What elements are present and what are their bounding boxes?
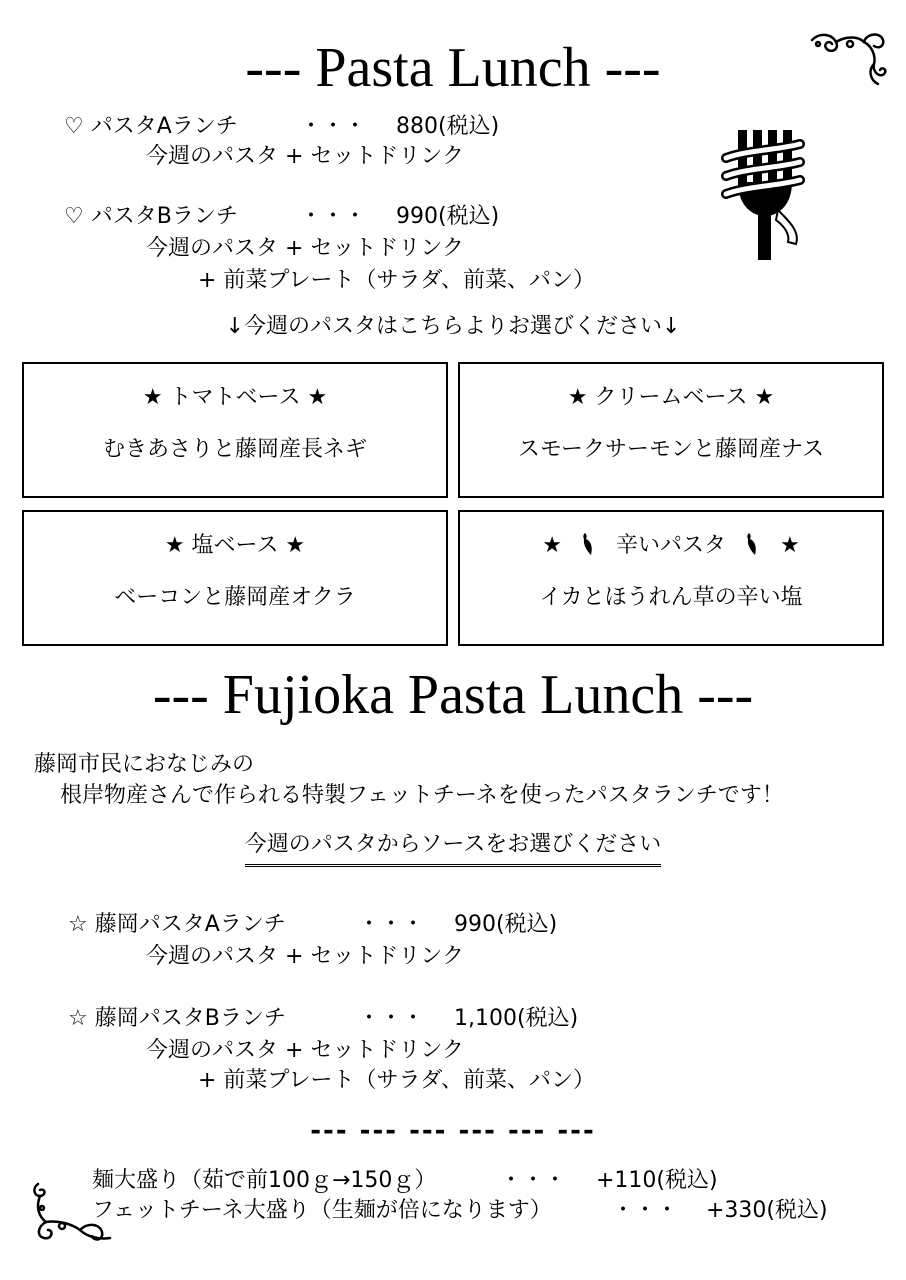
option-large-fettuccine-price: +330(税込) xyxy=(706,1198,828,1223)
sauce-note-wrap xyxy=(0,832,906,867)
menu-a-desc: 今週のパスタ + セットドリンク xyxy=(146,144,464,169)
fujioka-menu-a-desc: 今週のパスタ + セットドリンク xyxy=(146,944,464,969)
tomato-base-box xyxy=(22,362,448,498)
star-outline-icon: ☆ xyxy=(68,1006,88,1031)
menu-b-dots: ・・・ xyxy=(300,204,367,229)
cream-base-box xyxy=(458,362,884,498)
box-dish: イカとほうれん草の辛い塩 xyxy=(539,585,803,610)
box-dish: ベーコンと藤岡産オクラ xyxy=(114,585,356,610)
menu-b-desc2: + 前菜プレート（サラダ、前菜、パン） xyxy=(198,268,596,293)
option-large-noodles: 麺大盛り（茹で前100ｇ→150ｇ） xyxy=(92,1168,437,1193)
menu-b-row xyxy=(64,204,238,230)
menu-b-desc1: 今週のパスタ + セットドリンク xyxy=(146,236,464,261)
menu-b-price: 990(税込) xyxy=(396,204,500,229)
option-large-noodles-price: +110(税込) xyxy=(596,1168,718,1193)
chili-pepper-icon xyxy=(743,531,763,557)
salt-base-box xyxy=(22,510,448,646)
star-outline-icon: ☆ xyxy=(68,912,88,937)
menu-a-dots: ・・・ xyxy=(300,114,367,139)
spicy-pasta-box xyxy=(458,510,884,646)
menu-b-name: パスタBランチ xyxy=(90,204,238,229)
box-dish: スモークサーモンと藤岡産ナス xyxy=(517,437,825,462)
fujioka-pasta-lunch-title: --- Fujioka Pasta Lunch --- xyxy=(152,664,754,726)
dash-divider: --- --- --- --- --- --- xyxy=(310,1116,596,1146)
fujioka-menu-a-price: 990(税込) xyxy=(454,912,558,937)
fujioka-menu-b-desc1: 今週のパスタ + セットドリンク xyxy=(146,1038,464,1063)
option-large-fettuccine-dots: ・・・ xyxy=(612,1198,679,1223)
box-title: ★ 塩ベース ★ xyxy=(164,533,306,558)
corner-ornament-top-right xyxy=(806,30,890,92)
box-dish: むきあさりと藤岡産長ネギ xyxy=(102,437,367,462)
heart-icon: ♡ xyxy=(64,114,84,139)
fujioka-menu-b-row xyxy=(68,1006,286,1032)
intro-line1: 藤岡市民におなじみの xyxy=(34,752,255,777)
box-title xyxy=(460,528,882,559)
fujioka-menu-a-dots: ・・・ xyxy=(358,912,425,937)
fujioka-menu-b-price: 1,100(税込) xyxy=(454,1006,579,1031)
fujioka-menu-a-name: 藤岡パスタAランチ xyxy=(94,912,286,937)
fujioka-menu-b-dots: ・・・ xyxy=(358,1006,425,1031)
box-title: ★ トマトベース ★ xyxy=(142,385,328,410)
star-glyph: ★ xyxy=(780,533,800,558)
sauce-note: 今週のパスタからソースをお選びください xyxy=(245,832,661,867)
box-title: ★ クリームベース ★ xyxy=(567,385,775,410)
box-title-text: 辛いパスタ xyxy=(615,533,726,558)
menu-a-row xyxy=(64,114,238,140)
fujioka-menu-b-desc2: + 前菜プレート（サラダ、前菜、パン） xyxy=(198,1068,596,1093)
fujioka-menu-a-row xyxy=(68,912,286,938)
menu-a-name: パスタAランチ xyxy=(90,114,238,139)
choose-pasta-note: ↓今週のパスタはこちらよりお選びください↓ xyxy=(225,314,681,339)
intro-line2: 根岸物産さんで作られる特製フェットチーネを使ったパスタランチです！ xyxy=(60,783,784,808)
option-large-fettuccine: フェットチーネ大盛り（生麺が倍になります） xyxy=(92,1198,552,1223)
option-large-noodles-dots: ・・・ xyxy=(500,1168,567,1193)
heart-icon: ♡ xyxy=(64,204,84,229)
pasta-lunch-title: --- Pasta Lunch --- xyxy=(245,37,661,99)
chili-pepper-icon xyxy=(579,531,599,557)
fujioka-menu-b-name: 藤岡パスタBランチ xyxy=(94,1006,286,1031)
star-glyph: ★ xyxy=(542,533,562,558)
corner-ornament-bottom-left xyxy=(28,1180,114,1244)
fork-pasta-icon xyxy=(718,128,808,262)
menu-a-price: 880(税込) xyxy=(396,114,500,139)
